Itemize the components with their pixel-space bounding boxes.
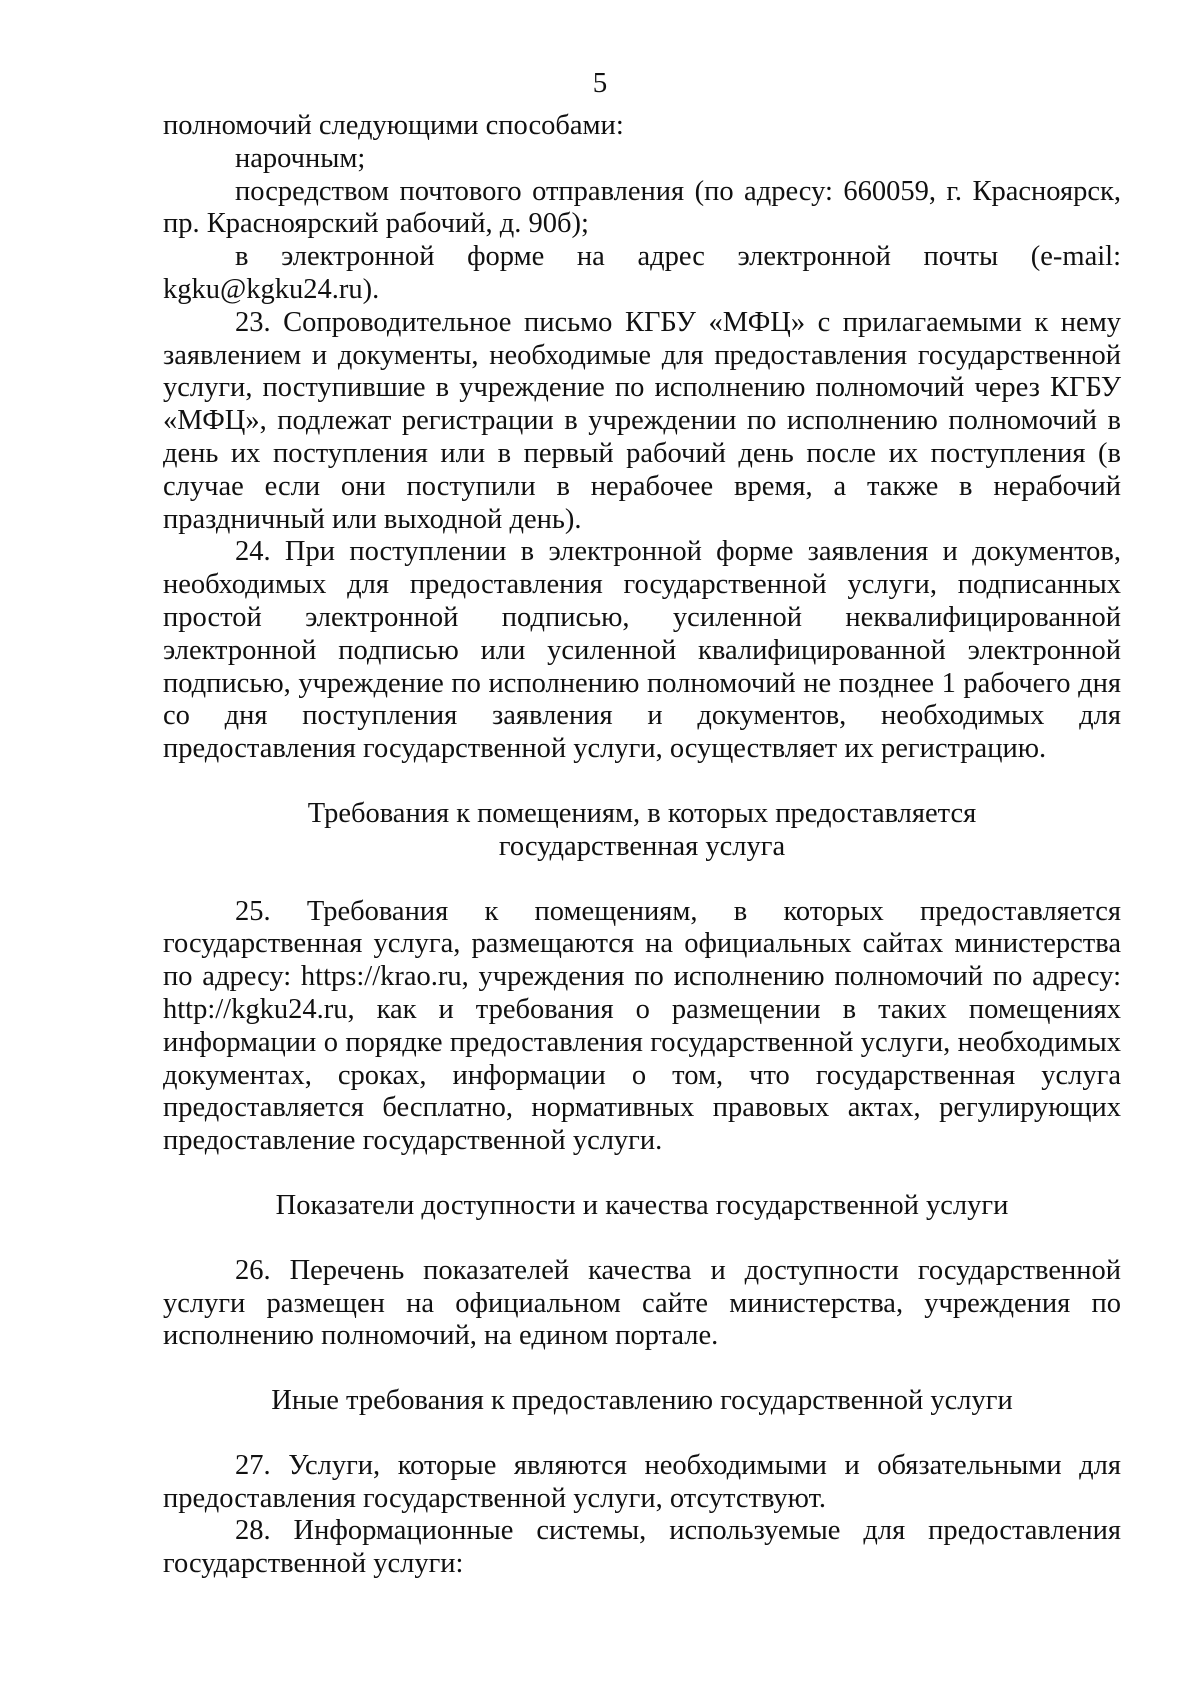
paragraph-24: 24. При поступлении в электронной форме заявления и документов, необходимых для предоставления государственной услуги, подписанных простой электронной подписью, усиленной неквалифицированной электронной подписью или усиленной квалифицированной электронной подписью, учреждение по исполнению полномочий не позднее 1 рабочего дня со дня поступления заявления и документов, необходимых для предоставления государственной услуги, осуществляет их регистрацию. <box>163 536 1121 765</box>
section-heading-premises <box>163 798 1121 864</box>
paragraph-27: 27. Услуги, которые являются необходимыми и обязательными для предоставления государственной услуги, отсутствуют. <box>163 1449 1121 1514</box>
paragraph-26: 26. Перечень показателей качества и доступности государственной услуги размещен на официальном сайте министерства, учреждения по исполнению полномочий, на едином портале. <box>163 1254 1121 1352</box>
paragraph-continuation: полномочий следующими способами: <box>163 110 624 141</box>
paragraph-by-email: в электронной форме на адрес электронной почты (e-mail: kgku@kgku24.ru). <box>163 241 1121 305</box>
section-heading-indicators: Показатели доступности и качества государственной услуги <box>275 1189 1009 1221</box>
paragraph-23: 23. Сопроводительное письмо КГБУ «МФЦ» с прилагаемыми к нему заявлением и документы, необходимые для предоставления государственной услуги, поступившие в учреждение по исполнению полномочий через КГБУ «МФЦ», подлежат регистрации в учреждении по исполнению полномочий в день их поступления или в первый рабочий день после их поступления (в случае если они поступили в нерабочее время, а также в нерабочий праздничный или выходной день). <box>163 306 1121 535</box>
section-heading-premises-line-1: Требования к помещениям, в которых предоставляется <box>307 797 977 829</box>
section-heading-other-requirements: Иные требования к предоставлению государственной услуги <box>271 1385 1013 1417</box>
document-body <box>163 110 1121 1581</box>
paragraph-28: 28. Информационные системы, используемые для предоставления государственной услуги: <box>163 1515 1121 1580</box>
paragraph-25: 25. Требования к помещениям, в которых предоставляется государственная услуга, размещаются на официальных сайтах министерства по адресу: https://krao.ru, учреждения по исполнению полномочий по адресу: http://kgku24.ru, как и требования о размещении в таких помещениях информации о порядке предоставления государственной услуги, необходимых документах, сроках, информации о том, что государственная услуга предоставляется бесплатно, нормативных правовых актах, регулирующих предоставление государственной услуги. <box>163 895 1121 1157</box>
paragraph-by-hand: нарочным; <box>235 142 366 174</box>
page-number: 5 <box>592 67 608 99</box>
paragraph-by-post: посредством почтового отправления (по адресу: 660059, г. Красноярск, пр. Красноярский рабочий, д. 90б); <box>163 175 1121 240</box>
section-heading-premises-line-2: государственная услуга <box>498 830 786 862</box>
